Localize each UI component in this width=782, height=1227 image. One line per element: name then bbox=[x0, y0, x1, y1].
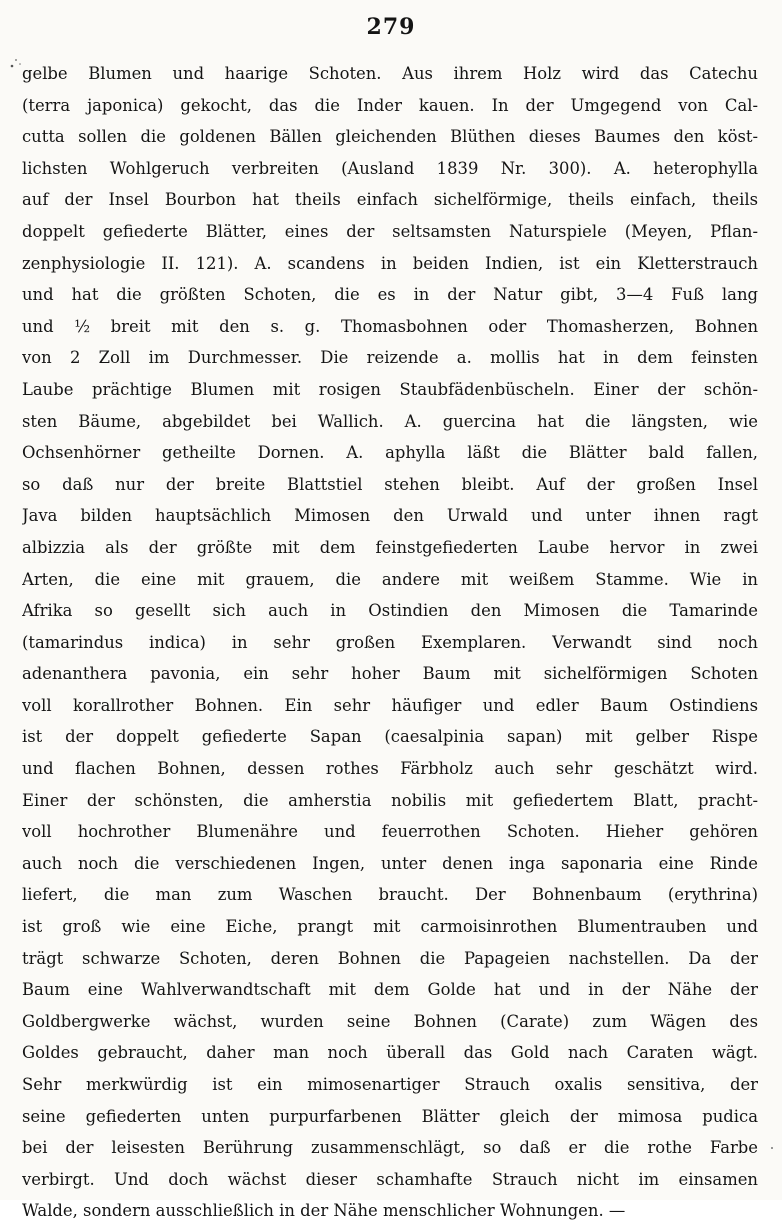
text-line: Goldbergwerke wächst, wurden seine Bohnen (Carate) zum Wägen des bbox=[22, 1011, 758, 1031]
text-line: voll korallrother Bohnen. Ein sehr häufiger und edler Baum Ostindiens bbox=[22, 695, 758, 715]
text-line: trägt schwarze Schoten, deren Bohnen die Papageien nachstellen. Da der bbox=[22, 948, 758, 968]
text-line: lichsten Wohlgeruch verbreiten (Ausland 1839 Nr. 300). A. heterophylla bbox=[22, 158, 758, 178]
text-line: und flachen Bohnen, dessen rothes Färbholz auch sehr geschätzt wird. bbox=[22, 759, 758, 779]
text-line: Walde, sondern ausschließlich in der Nähe menschlicher Wohnungen. — bbox=[22, 1201, 626, 1221]
text-line: zenphysiologie II. 121). A. scandens in beiden Indien, ist ein Kletterstrauch bbox=[22, 253, 758, 273]
text-line: auf der Insel Bourbon hat theils einfach sichelförmige, theils einfach, theils bbox=[22, 190, 758, 210]
text-line: cutta sollen die goldenen Bällen gleichenden Blüthen dieses Baumes den köst- bbox=[22, 127, 758, 147]
text-line: (tamarindus indica) in sehr großen Exemplaren. Verwandt sind noch bbox=[22, 632, 758, 652]
text-line: gelbe Blumen und haarige Schoten. Aus ihrem Holz wird das Catechu bbox=[22, 64, 758, 83]
text-line: und ½ breit mit den s. g. Thomasbohnen oder Thomasherzen, Bohnen bbox=[22, 316, 758, 336]
text-line: doppelt gefiederte Blätter, eines der seltsamsten Naturspiele (Meyen, Pflan- bbox=[22, 221, 758, 241]
text-line: von 2 Zoll im Durchmesser. Die reizende a. mollis hat in dem feinsten bbox=[22, 348, 758, 368]
text-line: Sehr merkwürdig ist ein mimosenartiger Strauch oxalis sensitiva, der bbox=[22, 1075, 758, 1094]
text-line: Java bilden hauptsächlich Mimosen den Urwald und unter ihnen ragt bbox=[22, 506, 758, 526]
text-line: adenanthera pavonia, ein sehr hoher Baum mit sichelförmigen Schoten bbox=[22, 664, 758, 684]
text-line: bei der leisesten Berührung zusammenschlägt, so daß er die rothe Farbe bbox=[22, 1138, 758, 1158]
text-line: Ochsenhörner getheilte Dornen. A. aphylla läßt die Blätter bald fallen, bbox=[22, 443, 758, 463]
text-line: Einer der schönsten, die amherstia nobilis mit gefiedertem Blatt, pracht- bbox=[22, 790, 758, 810]
text-line: Afrika so gesellt sich auch in Ostindien den Mimosen die Tamarinde bbox=[22, 601, 758, 621]
text-line: Laube prächtige Blumen mit rosigen Staubfädenbüscheln. Einer der schön- bbox=[22, 379, 758, 399]
text-line: so daß nur der breite Blattstiel stehen bleibt. Auf der großen Insel bbox=[22, 474, 758, 494]
text-line: sten Bäume, abgebildet bei Wallich. A. guercina hat die längsten, wie bbox=[22, 411, 758, 431]
text-line: liefert, die man zum Waschen braucht. Der Bohnenbaum (erythrina) bbox=[22, 885, 758, 905]
text-line: Goldes gebraucht, daher man noch überall das Gold nach Caraten wägt. bbox=[22, 1043, 758, 1063]
text-line: auch noch die verschiedenen Ingen, unter denen inga saponaria eine Rinde bbox=[22, 853, 758, 873]
text-line: ist groß wie eine Eiche, prangt mit carmoisinrothen Blumentrauben und bbox=[22, 917, 758, 937]
text-line: voll hochrother Blumenähre und feuerrothen Schoten. Hieher gehören bbox=[22, 822, 758, 842]
text-line: albizzia als der größte mit dem feinstgefiederten Laube hervor in zwei bbox=[22, 537, 758, 557]
page-number: 279 bbox=[366, 14, 416, 40]
text-line: seine gefiederten unten purpurfarbenen Blätter gleich der mimosa pudica bbox=[22, 1106, 758, 1126]
text-line: ist der doppelt gefiederte Sapan (caesalpinia sapan) mit gelber Rispe bbox=[22, 727, 758, 747]
body-text bbox=[22, 58, 758, 1227]
text-line: verbirgt. Und doch wächst dieser schamhafte Strauch nicht im einsamen bbox=[22, 1169, 758, 1189]
text-line: (terra japonica) gekocht, das die Inder kauen. In der Umgegend von Cal- bbox=[22, 95, 758, 115]
text-line: Baum eine Wahlverwandtschaft mit dem Golde hat und in der Nähe der bbox=[22, 980, 758, 1000]
text-line: und hat die größten Schoten, die es in der Natur gibt, 3—4 Fuß lang bbox=[22, 285, 758, 305]
text-line: Arten, die eine mit grauem, die andere mit weißem Stamme. Wie in bbox=[22, 569, 758, 589]
